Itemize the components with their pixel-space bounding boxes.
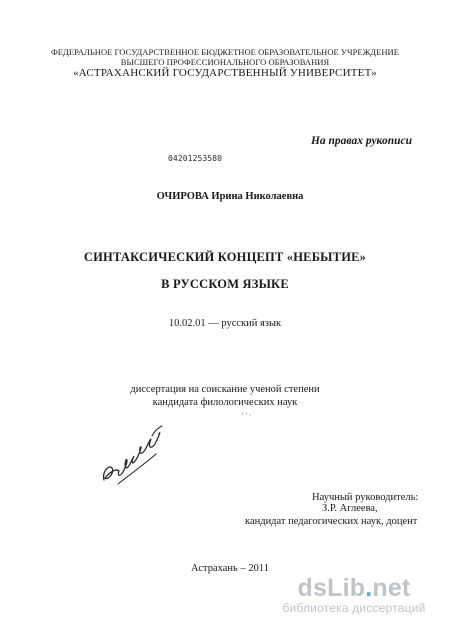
dslib-watermark [274,575,434,620]
logo-tld: net [372,574,411,602]
registration-code: 04201253580 [168,154,223,163]
logo-dot: . [365,574,373,602]
specialty-code: 10.02.01 — русский язык [168,318,282,329]
scan-mark: ' ' · [242,411,252,420]
author-name: ОЧИРОВА Ирина Николаевна [156,191,304,202]
dslib-tagline: библиотека диссертаций [282,601,426,615]
thesis-title-line-2: В РУССКОМ ЯЗЫКЕ [161,277,289,291]
dissertation-type-line-2: кандидата филологических наук [152,397,298,408]
city-year: Астрахань – 2011 [191,563,269,574]
dissertation-type-line-1: диссертация на соискание ученой степени [130,384,320,395]
institution-line-1: ФЕДЕРАЛЬНОЕ ГОСУДАРСТВЕННОЕ БЮДЖЕТНОЕ ОБРАЗОВАТЕЛЬНОЕ УЧРЕЖДЕНИЕ [51,47,399,57]
supervisor-degree: кандидат педагогических наук, доцент [245,516,418,527]
handwritten-signature [98,418,178,493]
logo-main: dsLib [297,574,366,602]
dslib-logo [274,575,434,601]
supervisor-name: З.Р. Аглеева, [322,503,378,514]
rights-note: На правах рукописи [310,135,412,147]
thesis-title-line-1: СИНТАКСИЧЕСКИЙ КОНЦЕПТ «НЕБЫТИЕ» [83,250,367,264]
institution-name: «АСТРАХАНСКИЙ ГОСУДАРСТВЕННЫЙ УНИВЕРСИТЕТ» [73,67,377,79]
institution-line-2: ВЫСШЕГО ПРОФЕССИОНАЛЬНОГО ОБРАЗОВАНИЯ [120,57,330,67]
supervisor-label: Научный руководитель: [312,492,419,503]
